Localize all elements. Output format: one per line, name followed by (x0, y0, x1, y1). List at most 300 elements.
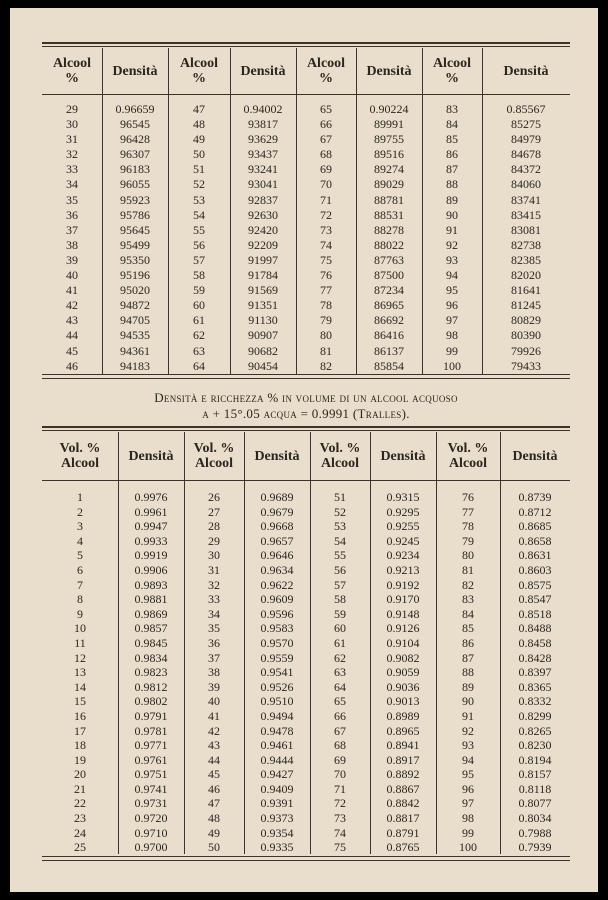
table-cell: 58 (334, 592, 346, 607)
column-divider (184, 432, 185, 854)
table-cell: 83 (446, 102, 458, 116)
table2-header-row (42, 432, 570, 480)
table-cell: 88 (446, 177, 458, 192)
table-cell: 0.9622 (260, 577, 294, 592)
table-cell: 0.9510 (260, 694, 294, 709)
table-cell: 49 (193, 132, 205, 147)
table-cell: 29 (66, 102, 78, 116)
column-header-line: % (319, 71, 333, 86)
table-cell: 82738 (511, 237, 541, 252)
table-cell: 0.9126 (386, 621, 420, 636)
table-cell: 82 (320, 358, 332, 373)
table-cell: 62 (193, 328, 205, 343)
column-header-line: Densità (240, 63, 286, 79)
table-cell: 57 (334, 577, 346, 592)
table-cell: 76 (320, 268, 332, 283)
table-cell: 0.9409 (260, 781, 294, 796)
column-header-line: Densità (503, 63, 549, 79)
table-cell: 90 (446, 207, 458, 222)
table-cell: 96183 (120, 162, 150, 177)
table-cell: 28 (208, 519, 220, 534)
column-header-line: Densità (254, 448, 300, 464)
table-cell: 71 (334, 781, 346, 796)
table-cell: 94872 (120, 298, 150, 313)
table-cell: 84 (462, 606, 474, 621)
table-cell: 95350 (120, 252, 150, 267)
table-cell: 0.9961 (134, 504, 168, 519)
table-cell: 73 (320, 222, 332, 237)
table-cell: 61 (334, 635, 346, 650)
table-cell: 0.8077 (518, 796, 552, 811)
table-cell: 72 (334, 796, 346, 811)
table-cell: 29 (208, 533, 220, 548)
table-cell: 91130 (248, 313, 278, 328)
column-header-line: Densità (112, 63, 158, 79)
table-cell: 0.9791 (134, 708, 168, 723)
column-divider (500, 432, 501, 854)
table-cell: 84060 (511, 177, 541, 192)
table-cell: 33 (66, 162, 78, 177)
table-cell: 83741 (511, 192, 541, 207)
table-cell: 92 (462, 723, 474, 738)
table-cell: 37 (208, 650, 220, 665)
table-cell: 15 (74, 694, 86, 709)
table-cell: 65 (334, 694, 346, 709)
column-divider (422, 48, 423, 374)
table-cell: 96307 (120, 147, 150, 162)
table-cell: 0.8230 (518, 738, 552, 753)
table-cell: 0.9731 (134, 796, 168, 811)
table-cell: 62 (334, 650, 346, 665)
table-cell: 93 (446, 252, 458, 267)
table-cell: 0.9933 (134, 533, 168, 548)
column-header (436, 432, 500, 480)
table-cell: 84979 (511, 132, 541, 147)
table-cell: 36 (66, 207, 78, 222)
column-header-line: Alcool (194, 456, 234, 471)
table-cell: 97 (462, 796, 474, 811)
table-cell: 0.94002 (243, 102, 283, 116)
table-cell: 81641 (511, 283, 541, 298)
alcohol-density-table-weight (42, 42, 570, 382)
table-cell: 79433 (511, 358, 541, 373)
table-cell: 89274 (374, 162, 404, 177)
table-cell: 44 (66, 328, 78, 343)
table-cell: 0.9751 (134, 767, 168, 782)
table-cell: 0.9812 (134, 679, 168, 694)
table-cell: 91997 (248, 252, 278, 267)
table-cell: 95020 (120, 283, 150, 298)
table-cell: 0.9906 (134, 562, 168, 577)
table-cell: 93817 (248, 117, 278, 132)
table-cell: 0.7988 (518, 825, 552, 840)
table-column (168, 102, 230, 374)
table-cell: 6 (77, 562, 83, 577)
table-cell: 44 (208, 752, 220, 767)
table-cell: 0.9315 (386, 490, 420, 504)
table-cell: 34 (66, 177, 78, 192)
table-cell: 0.7939 (518, 840, 552, 855)
book-page (10, 8, 598, 892)
column-divider (296, 48, 297, 374)
table-cell: 76 (462, 490, 474, 504)
table-cell: 0.9802 (134, 694, 168, 709)
table-cell: 88022 (374, 237, 404, 252)
table-cell: 89516 (374, 147, 404, 162)
table-cell: 95645 (120, 222, 150, 237)
table-cell: 75 (334, 840, 346, 855)
table-cell: 89755 (374, 132, 404, 147)
table-cell: 87500 (374, 268, 404, 283)
table-cell: 0.9657 (260, 533, 294, 548)
column-header (422, 48, 482, 94)
column-divider (370, 432, 371, 854)
table-cell: 91351 (248, 298, 278, 313)
table-cell: 17 (74, 723, 86, 738)
table-cell: 71 (320, 192, 332, 207)
table-cell: 35 (66, 192, 78, 207)
column-header-line: Alcool (60, 456, 100, 471)
column-header (482, 48, 570, 94)
table-cell: 98 (446, 328, 458, 343)
table-cell: 81 (462, 562, 474, 577)
table-cell: 0.9646 (260, 548, 294, 563)
table-cell: 0.9771 (134, 738, 168, 753)
table-cell: 0.9541 (260, 665, 294, 680)
table-cell: 66 (320, 117, 332, 132)
column-header-line: Alcool (179, 56, 219, 71)
table-cell: 85 (462, 621, 474, 636)
table-cell: 74 (320, 237, 332, 252)
column-header-line: % (445, 71, 459, 86)
column-header (184, 432, 244, 480)
table-column (102, 102, 168, 374)
table-cell: 83 (462, 592, 474, 607)
table-cell: 52 (334, 504, 346, 519)
column-header-line: % (192, 71, 206, 86)
table-cell: 55 (193, 222, 205, 237)
table-cell: 91 (446, 222, 458, 237)
table-cell: 99 (462, 825, 474, 840)
table-cell: 95786 (120, 207, 150, 222)
table-cell: 78 (320, 298, 332, 313)
column-header (310, 432, 370, 480)
table-column (184, 490, 244, 855)
table-cell: 0.90224 (369, 102, 409, 116)
table-cell: 80 (462, 548, 474, 563)
table-cell: 86965 (374, 298, 404, 313)
table-cell: 69 (320, 162, 332, 177)
table-cell: 0.9700 (134, 840, 168, 855)
table-cell: 0.9213 (386, 562, 420, 577)
table-cell: 31 (66, 132, 78, 147)
table-cell: 0.8842 (386, 796, 420, 811)
table-cell: 20 (74, 767, 86, 782)
table-cell: 1 (77, 490, 83, 504)
table-cell: 0.9192 (386, 577, 420, 592)
table-cell: 39 (208, 679, 220, 694)
column-header (500, 432, 570, 480)
table-cell: 81245 (511, 298, 541, 313)
table-cell: 0.8299 (518, 708, 552, 723)
table-cell: 99 (446, 343, 458, 358)
table-cell: 0.9609 (260, 592, 294, 607)
table-cell: 4 (77, 533, 83, 548)
table-cell: 0.9834 (134, 650, 168, 665)
table-cell: 0.8765 (386, 840, 420, 855)
table-cell: 79 (462, 533, 474, 548)
table-cell: 55 (334, 548, 346, 563)
table-cell: 59 (334, 606, 346, 621)
table-cell: 77 (320, 283, 332, 298)
table-cell: 0.9234 (386, 548, 420, 563)
table-cell: 91784 (248, 268, 278, 283)
table-cell: 50 (208, 840, 220, 855)
column-header (102, 48, 168, 94)
table-cell: 67 (334, 723, 346, 738)
table-cell: 0.8917 (386, 752, 420, 767)
table-cell: 92630 (248, 207, 278, 222)
column-header-line: Vol. % (447, 441, 489, 456)
table-cell: 0.9427 (260, 767, 294, 782)
table-cell: 82020 (511, 268, 541, 283)
table-cell: 41 (208, 708, 220, 723)
table-cell: 88 (462, 665, 474, 680)
column-header (118, 432, 184, 480)
column-divider (230, 48, 231, 374)
table-cell: 49 (208, 825, 220, 840)
column-divider (310, 432, 311, 854)
table-column (436, 490, 500, 855)
table-cell: 9 (77, 606, 83, 621)
table-cell: 87234 (374, 283, 404, 298)
table-cell: 84678 (511, 147, 541, 162)
table-cell: 95923 (120, 192, 150, 207)
table-cell: 45 (208, 767, 220, 782)
table1-body (42, 102, 570, 374)
table-cell: 86416 (374, 328, 404, 343)
table-column (482, 102, 570, 374)
column-divider (102, 48, 103, 374)
table-cell: 96428 (120, 132, 150, 147)
table-cell: 0.9668 (260, 519, 294, 534)
table-cell: 93 (462, 738, 474, 753)
table-cell: 86692 (374, 313, 404, 328)
table-cell: 0.8631 (518, 548, 552, 563)
table-cell: 38 (66, 237, 78, 252)
table-cell: 0.9976 (134, 490, 168, 504)
table-cell: 0.9741 (134, 781, 168, 796)
column-divider (118, 432, 119, 854)
column-header-line: Vol. % (193, 441, 235, 456)
table-cell: 70 (334, 767, 346, 782)
table-cell: 75 (320, 252, 332, 267)
table-cell: 0.9761 (134, 752, 168, 767)
table-cell: 32 (208, 577, 220, 592)
table-cell: 92 (446, 237, 458, 252)
table-cell: 0.9170 (386, 592, 420, 607)
column-header-line: Densità (366, 63, 412, 79)
table-cell: 0.9245 (386, 533, 420, 548)
column-header-line: % (65, 71, 79, 86)
table-cell: 30 (66, 117, 78, 132)
table-cell: 85 (446, 132, 458, 147)
table-cell: 91 (462, 708, 474, 723)
table-cell: 0.9781 (134, 723, 168, 738)
table-cell: 90682 (248, 343, 278, 358)
table-cell: 68 (334, 738, 346, 753)
table-cell: 0.9082 (386, 650, 420, 665)
table1-header-row (42, 48, 570, 94)
table-cell: 0.9881 (134, 592, 168, 607)
table-cell: 0.8575 (518, 577, 552, 592)
table-cell: 93041 (248, 177, 278, 192)
table-cell: 92420 (248, 222, 278, 237)
table-cell: 0.9869 (134, 606, 168, 621)
column-header-line: Densità (380, 448, 426, 464)
table-cell: 24 (74, 825, 86, 840)
column-header (168, 48, 230, 94)
table-cell: 47 (208, 796, 220, 811)
column-header-line: Vol. % (59, 441, 101, 456)
table-cell: 66 (334, 708, 346, 723)
table-cell: 0.85567 (506, 102, 546, 116)
table-cell: 96 (446, 298, 458, 313)
table-cell: 0.8428 (518, 650, 552, 665)
table-cell: 0.8118 (518, 781, 552, 796)
table-cell: 93437 (248, 147, 278, 162)
table-cell: 0.9689 (260, 490, 294, 504)
table-cell: 51 (193, 162, 205, 177)
table-cell: 0.8397 (518, 665, 552, 680)
table-cell: 51 (334, 490, 346, 504)
table-cell: 0.8488 (518, 621, 552, 636)
table-cell: 0.9526 (260, 679, 294, 694)
table-cell: 86 (462, 635, 474, 650)
table-cell: 40 (66, 268, 78, 283)
table-cell: 96 (462, 781, 474, 796)
table-column (310, 490, 370, 855)
table-cell: 83415 (511, 207, 541, 222)
table-cell: 87763 (374, 252, 404, 267)
column-header (296, 48, 356, 94)
table-cell: 13 (74, 665, 86, 680)
table-cell: 0.96659 (115, 102, 155, 116)
table-cell: 16 (74, 708, 86, 723)
table-cell: 85275 (511, 117, 541, 132)
table-cell: 50 (193, 147, 205, 162)
table-cell: 0.9013 (386, 694, 420, 709)
table-cell: 38 (208, 665, 220, 680)
column-header-line: Alcool (306, 56, 346, 71)
table-cell: 52 (193, 177, 205, 192)
table-column (230, 102, 296, 374)
column-header-line: Alcool (52, 56, 92, 71)
table-cell: 0.8941 (386, 738, 420, 753)
table-cell: 60 (334, 621, 346, 636)
column-header-line: Densità (512, 448, 558, 464)
table-cell: 0.8157 (518, 767, 552, 782)
table-cell: 90454 (248, 358, 278, 373)
table-cell: 0.9373 (260, 811, 294, 826)
table-cell: 63 (334, 665, 346, 680)
table-cell: 80 (320, 328, 332, 343)
table-cell: 0.9478 (260, 723, 294, 738)
table-cell: 88781 (374, 192, 404, 207)
table-cell: 48 (208, 811, 220, 826)
table-cell: 95499 (120, 237, 150, 252)
table-cell: 68 (320, 147, 332, 162)
table-cell: 90 (462, 694, 474, 709)
table-cell: 0.9634 (260, 562, 294, 577)
table-cell: 18 (74, 738, 86, 753)
table-cell: 0.9494 (260, 708, 294, 723)
alcohol-density-table-volume (42, 426, 570, 872)
table-cell: 0.8989 (386, 708, 420, 723)
table-cell: 7 (77, 577, 83, 592)
table-cell: 47 (193, 102, 205, 116)
table-cell: 67 (320, 132, 332, 147)
table-cell: 19 (74, 752, 86, 767)
table-cell: 0.8458 (518, 635, 552, 650)
table-cell: 61 (193, 313, 205, 328)
column-header-line: Alcool (320, 456, 360, 471)
table-cell: 32 (66, 147, 78, 162)
table-cell: 23 (74, 811, 86, 826)
table-cell: 80829 (511, 313, 541, 328)
table-cell: 0.8603 (518, 562, 552, 577)
table-cell: 0.8892 (386, 767, 420, 782)
table-cell: 98 (462, 811, 474, 826)
table-cell: 56 (193, 237, 205, 252)
table-cell: 81 (320, 343, 332, 358)
table-cell: 21 (74, 781, 86, 796)
table-cell: 39 (66, 252, 78, 267)
table-cell: 0.9354 (260, 825, 294, 840)
table-cell: 0.8365 (518, 679, 552, 694)
table-cell: 0.9255 (386, 519, 420, 534)
table-cell: 46 (208, 781, 220, 796)
table-cell: 45 (66, 343, 78, 358)
table-cell: 0.8739 (518, 490, 552, 504)
table-column (42, 102, 102, 374)
table-cell: 43 (66, 313, 78, 328)
table-cell: 87 (446, 162, 458, 177)
table-cell: 0.9845 (134, 635, 168, 650)
table-cell: 88278 (374, 222, 404, 237)
table-cell: 25 (74, 840, 86, 855)
table-cell: 86137 (374, 343, 404, 358)
table-column (370, 490, 436, 855)
table-cell: 0.9583 (260, 621, 294, 636)
table-cell: 40 (208, 694, 220, 709)
column-header (42, 432, 118, 480)
table-cell: 54 (193, 207, 205, 222)
table-cell: 8 (77, 592, 83, 607)
table-cell: 94705 (120, 313, 150, 328)
table-cell: 0.9036 (386, 679, 420, 694)
table-column (296, 102, 356, 374)
table-cell: 95 (446, 283, 458, 298)
table-cell: 34 (208, 606, 220, 621)
table-cell: 0.9295 (386, 504, 420, 519)
table-cell: 0.9919 (134, 548, 168, 563)
table-cell: 96055 (120, 177, 150, 192)
table-cell: 0.8965 (386, 723, 420, 738)
table-cell: 95 (462, 767, 474, 782)
table-column (244, 490, 310, 855)
table-cell: 56 (334, 562, 346, 577)
